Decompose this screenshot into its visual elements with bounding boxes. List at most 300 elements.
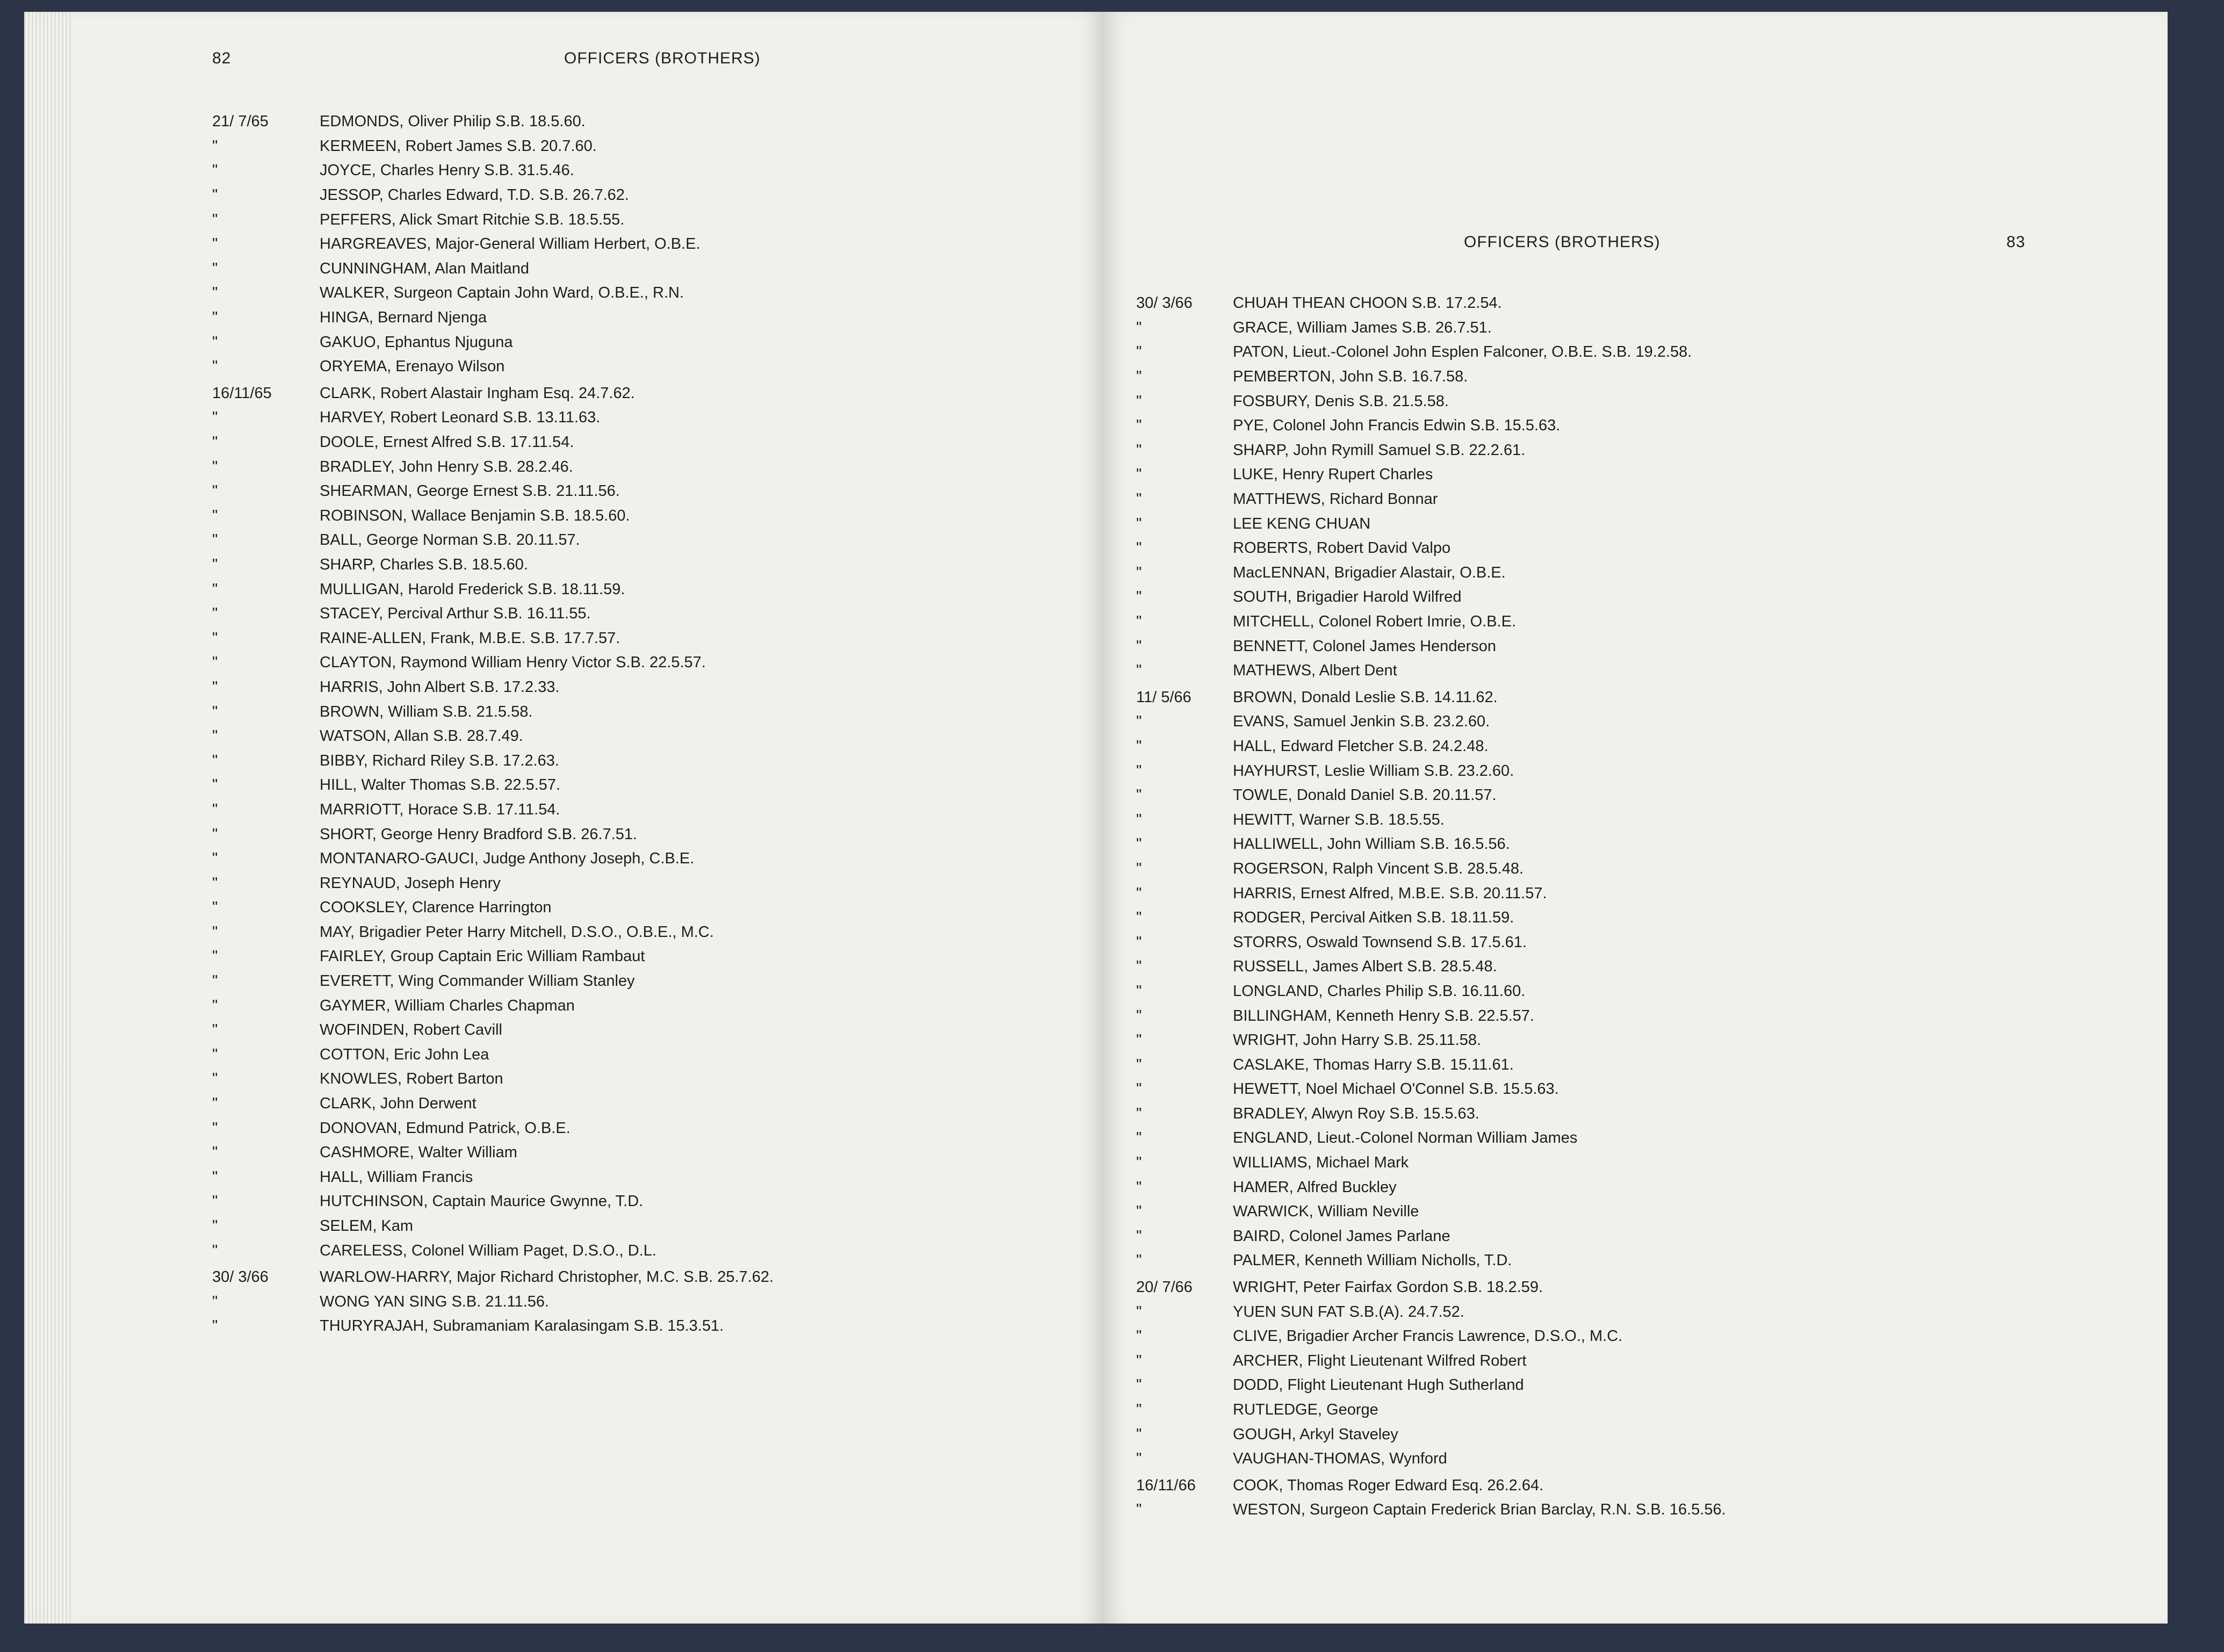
- list-item: [1120, 930, 1726, 955]
- entry-date: ": [212, 162, 218, 179]
- entry-text: KNOWLES, Robert Barton: [320, 1070, 503, 1088]
- entry-text: RAINE-ALLEN, Frank, M.B.E. S.B. 17.7.57.: [320, 629, 620, 647]
- entry-date: ": [212, 825, 218, 843]
- list-item: [191, 920, 774, 945]
- list-item: [191, 455, 774, 479]
- entry-text: GAYMER, William Charles Chapman: [320, 997, 575, 1014]
- entry-date: ": [212, 605, 218, 623]
- list-item: [191, 158, 774, 183]
- entry-text: BROWN, Donald Leslie S.B. 14.11.62.: [1233, 688, 1498, 706]
- entry-date: ": [212, 580, 218, 598]
- list-item: [191, 430, 774, 455]
- list-item: [191, 944, 774, 969]
- entry-date: ": [212, 629, 218, 647]
- entry-text: BROWN, William S.B. 21.5.58.: [320, 703, 533, 720]
- entry-date: ": [212, 507, 218, 524]
- entry-date: ": [1136, 1450, 1142, 1468]
- list-item: [191, 1141, 774, 1165]
- entry-list: [191, 110, 774, 1339]
- entry-date: ": [1136, 1252, 1142, 1269]
- list-item: [1120, 414, 1726, 438]
- entry-date: 21/ 7/65: [212, 113, 269, 131]
- entry-date: ": [212, 972, 218, 990]
- list-item: [191, 1238, 774, 1263]
- entry-text: WATSON, Allan S.B. 28.7.49.: [320, 727, 523, 745]
- entry-date: ": [212, 1021, 218, 1039]
- entry-date: ": [212, 482, 218, 500]
- entry-date: ": [212, 1070, 218, 1088]
- entry-date: ": [1136, 737, 1142, 755]
- entry-date: 30/ 3/66: [1136, 294, 1193, 312]
- entry-text: BALL, George Norman S.B. 20.11.57.: [320, 531, 580, 549]
- entry-date: ": [1136, 1178, 1142, 1196]
- entry-date: ": [212, 1119, 218, 1137]
- entry-text: LEE KENG CHUAN: [1233, 515, 1371, 532]
- entry-date: ": [1136, 713, 1142, 731]
- entry-text: CARELESS, Colonel William Paget, D.S.O., D.L.: [320, 1242, 656, 1259]
- entry-text: MATHEWS, Albert Dent: [1233, 662, 1397, 680]
- entry-text: GOUGH, Arkyl Staveley: [1233, 1425, 1398, 1443]
- list-item: [191, 675, 774, 700]
- entry-date: ": [1136, 392, 1142, 410]
- entry-text: TOWLE, Donald Daniel S.B. 20.11.57.: [1233, 787, 1497, 804]
- entry-text: CLIVE, Brigadier Archer Francis Lawrence, D.S.O., M.C.: [1233, 1328, 1623, 1345]
- entry-text: STACEY, Percival Arthur S.B. 16.11.55.: [320, 605, 591, 623]
- entry-date: ": [1136, 515, 1142, 532]
- entry-text: SELEM, Kam: [320, 1217, 414, 1235]
- entry-date: ": [1136, 441, 1142, 459]
- entry-text: WILLIAMS, Michael Mark: [1233, 1154, 1409, 1172]
- entry-date: ": [1136, 762, 1142, 780]
- entry-date: ": [1136, 1376, 1142, 1394]
- entry-text: PEMBERTON, John S.B. 16.7.58.: [1233, 368, 1468, 386]
- entry-date: ": [1136, 1203, 1142, 1221]
- entry-date: ": [212, 137, 218, 155]
- entry-date: ": [212, 259, 218, 277]
- list-item: [1120, 1151, 1726, 1175]
- running-head: OFFICERS (BROTHERS): [564, 49, 761, 67]
- entry-date: ": [212, 434, 218, 451]
- entry-date: ": [212, 531, 218, 549]
- entry-date: ": [1136, 1105, 1142, 1122]
- entry-text: BILLINGHAM, Kenneth Henry S.B. 22.5.57.: [1233, 1007, 1534, 1025]
- list-item: [191, 871, 774, 896]
- entry-text: KERMEEN, Robert James S.B. 20.7.60.: [320, 137, 597, 155]
- list-item: [191, 1290, 774, 1315]
- entry-text: RUSSELL, James Albert S.B. 28.5.48.: [1233, 958, 1497, 976]
- entry-date: ": [1136, 1328, 1142, 1345]
- entry-text: HARVEY, Robert Leonard S.B. 13.11.63.: [320, 409, 601, 427]
- list-item: [1120, 1077, 1726, 1102]
- entry-text: SHORT, George Henry Bradford S.B. 26.7.51.: [320, 825, 638, 843]
- list-item: [1120, 561, 1726, 586]
- entry-text: BRADLEY, Alwyn Roy S.B. 15.5.63.: [1233, 1105, 1479, 1122]
- list-item: [191, 1092, 774, 1116]
- entry-text: CASHMORE, Walter William: [320, 1144, 517, 1162]
- list-item: [191, 528, 774, 553]
- list-item: [191, 773, 774, 798]
- list-item: [191, 1116, 774, 1141]
- entry-text: CUNNINGHAM, Alan Maitland: [320, 259, 529, 277]
- list-item: [1120, 1498, 1726, 1523]
- entry-text: WARLOW-HARRY, Major Richard Christopher, M.C. S.B. 25.7.62.: [320, 1268, 774, 1286]
- entry-date: ": [212, 1242, 218, 1259]
- entry-date: ": [1136, 1303, 1142, 1321]
- entry-date: ": [212, 556, 218, 573]
- list-item: [191, 822, 774, 847]
- entry-date: ": [1136, 933, 1142, 951]
- entry-date: ": [1136, 466, 1142, 484]
- entry-date: ": [212, 948, 218, 965]
- entry-text: DOOLE, Ernest Alfred S.B. 17.11.54.: [320, 434, 574, 451]
- list-item: [191, 651, 774, 675]
- list-item: [1120, 634, 1726, 659]
- entry-date: ": [212, 997, 218, 1014]
- entry-date: ": [1136, 1352, 1142, 1369]
- list-item: [191, 381, 774, 406]
- entry-text: HARGREAVES, Major-General William Herbert, O.B.E.: [320, 235, 701, 253]
- entry-date: ": [1136, 1056, 1142, 1073]
- entry-text: MULLIGAN, Harold Frederick S.B. 18.11.59.: [320, 580, 625, 598]
- list-item: [1120, 1373, 1726, 1398]
- entry-text: REYNAUD, Joseph Henry: [320, 874, 501, 892]
- entry-date: ": [212, 923, 218, 941]
- entry-date: ": [1136, 787, 1142, 804]
- entry-date: ": [212, 800, 218, 818]
- list-item: [1120, 1126, 1726, 1151]
- entry-date: ": [1136, 613, 1142, 631]
- list-item: [191, 699, 774, 724]
- list-item: [1120, 1324, 1726, 1349]
- list-item: [191, 257, 774, 282]
- entry-text: WRIGHT, John Harry S.B. 25.11.58.: [1233, 1031, 1482, 1049]
- list-item: [1120, 1422, 1726, 1447]
- entry-date: ": [212, 186, 218, 204]
- entry-text: HARRIS, John Albert S.B. 17.2.33.: [320, 678, 560, 696]
- list-item: [1120, 316, 1726, 341]
- list-item: [1120, 906, 1726, 930]
- entry-date: ": [212, 1193, 218, 1210]
- entry-date: ": [212, 850, 218, 868]
- entry-date: ": [212, 458, 218, 475]
- list-item: [191, 724, 774, 749]
- list-item: [191, 847, 774, 871]
- entry-date: ": [212, 874, 218, 892]
- entry-date: ": [1136, 811, 1142, 828]
- entry-date: ": [1136, 1031, 1142, 1049]
- entry-text: HALL, William Francis: [320, 1168, 473, 1186]
- entry-text: GAKUO, Ephantus Njuguna: [320, 333, 513, 351]
- entry-text: BAIRD, Colonel James Parlane: [1233, 1227, 1450, 1245]
- list-item: [1120, 1349, 1726, 1374]
- list-item: [1120, 710, 1726, 734]
- list-item: [1120, 1447, 1726, 1471]
- list-item: [1120, 659, 1726, 683]
- list-item: [191, 1265, 774, 1290]
- entry-text: JESSOP, Charles Edward, T.D. S.B. 26.7.62.: [320, 186, 629, 204]
- entry-text: BIBBY, Richard Riley S.B. 17.2.63.: [320, 752, 559, 769]
- list-item: [191, 798, 774, 823]
- entry-text: MITCHELL, Colonel Robert Imrie, O.B.E.: [1233, 613, 1516, 631]
- entry-text: CASLAKE, Thomas Harry S.B. 15.11.61.: [1233, 1056, 1514, 1073]
- entry-date: ": [1136, 982, 1142, 1000]
- entry-date: ": [1136, 1501, 1142, 1519]
- entry-text: PATON, Lieut.-Colonel John Esplen Falconer, O.B.E. S.B. 19.2.58.: [1233, 343, 1692, 361]
- entry-text: MATTHEWS, Richard Bonnar: [1233, 490, 1438, 508]
- entry-text: ROBINSON, Wallace Benjamin S.B. 18.5.60.: [320, 507, 630, 524]
- entry-date: ": [1136, 343, 1142, 361]
- entry-text: MAY, Brigadier Peter Harry Mitchell, D.S.O., O.B.E., M.C.: [320, 923, 714, 941]
- entry-text: COTTON, Eric John Lea: [320, 1045, 489, 1063]
- left-page: [24, 12, 1104, 1624]
- entry-text: YUEN SUN FAT S.B.(A). 24.7.52.: [1233, 1303, 1464, 1321]
- list-item: [1120, 857, 1726, 882]
- entry-text: EVERETT, Wing Commander William Stanley: [320, 972, 635, 990]
- entry-date: ": [212, 1095, 218, 1113]
- entry-date: 16/11/66: [1136, 1476, 1196, 1494]
- entry-text: DODD, Flight Lieutenant Hugh Sutherland: [1233, 1376, 1524, 1394]
- list-item: [1120, 1249, 1726, 1273]
- entry-text: WARWICK, William Neville: [1233, 1203, 1419, 1221]
- entry-date: ": [212, 1168, 218, 1186]
- list-item: [1120, 807, 1726, 832]
- list-item: [1120, 340, 1726, 365]
- entry-date: ": [1136, 539, 1142, 557]
- entry-date: ": [212, 678, 218, 696]
- entry-text: MARRIOTT, Horace S.B. 17.11.54.: [320, 800, 560, 818]
- list-item: [1120, 1052, 1726, 1077]
- list-item: [1120, 1224, 1726, 1249]
- entry-text: WONG YAN SING S.B. 21.11.56.: [320, 1293, 550, 1310]
- entry-date: ": [1136, 637, 1142, 655]
- list-item: [191, 993, 774, 1018]
- entry-text: PYE, Colonel John Francis Edwin S.B. 15.5.63.: [1233, 417, 1561, 435]
- list-item: [1120, 759, 1726, 783]
- entry-date: ": [212, 333, 218, 351]
- entry-text: HAYHURST, Leslie William S.B. 23.2.60.: [1233, 762, 1514, 780]
- entry-date: ": [1136, 1154, 1142, 1172]
- entry-text: HILL, Walter Thomas S.B. 22.5.57.: [320, 776, 561, 794]
- list-item: [191, 553, 774, 578]
- entry-date: 11/ 5/66: [1136, 688, 1192, 706]
- entry-text: HINGA, Bernard Njenga: [320, 309, 487, 327]
- list-item: [191, 1018, 774, 1043]
- list-item: [191, 969, 774, 994]
- entry-text: BENNETT, Colonel James Henderson: [1233, 637, 1496, 655]
- list-item: [191, 232, 774, 257]
- entry-date: ": [212, 654, 218, 672]
- entry-date: ": [1136, 909, 1142, 927]
- entry-date: ": [1136, 1080, 1142, 1098]
- entry-text: WALKER, Surgeon Captain John Ward, O.B.E., R.N.: [320, 284, 684, 302]
- entry-date: ": [1136, 319, 1142, 336]
- entry-text: FOSBURY, Denis S.B. 21.5.58.: [1233, 392, 1449, 410]
- entry-date: ": [1136, 835, 1142, 853]
- list-item: [1120, 979, 1726, 1004]
- list-item: [1120, 1200, 1726, 1224]
- entry-date: ": [212, 752, 218, 769]
- entry-date: ": [1136, 564, 1142, 581]
- list-item: [1120, 1275, 1726, 1300]
- entry-date: ": [212, 1293, 218, 1310]
- entry-date: ": [212, 409, 218, 427]
- list-item: [191, 183, 774, 208]
- list-item: [1120, 438, 1726, 463]
- list-item: [1120, 1102, 1726, 1127]
- entry-text: ORYEMA, Erenayo Wilson: [320, 358, 505, 376]
- entry-text: SHARP, John Rymill Samuel S.B. 22.2.61.: [1233, 441, 1526, 459]
- entry-text: JOYCE, Charles Henry S.B. 31.5.46.: [320, 162, 574, 179]
- entry-text: SHARP, Charles S.B. 18.5.60.: [320, 556, 528, 573]
- list-item: [1120, 487, 1726, 512]
- entry-text: WOFINDEN, Robert Cavill: [320, 1021, 502, 1039]
- page-edge-stack: [24, 12, 73, 1624]
- list-item: [191, 626, 774, 651]
- entry-date: ": [1136, 884, 1142, 902]
- list-item: [1120, 463, 1726, 487]
- entry-text: DONOVAN, Edmund Patrick, O.B.E.: [320, 1119, 571, 1137]
- entry-date: ": [212, 899, 218, 917]
- entry-date: ": [212, 703, 218, 720]
- entry-date: ": [1136, 588, 1142, 606]
- entry-text: HALLIWELL, John William S.B. 16.5.56.: [1233, 835, 1510, 853]
- entry-date: ": [1136, 1129, 1142, 1147]
- entry-date: ": [1136, 368, 1142, 386]
- list-item: [191, 406, 774, 430]
- entry-text: BRADLEY, John Henry S.B. 28.2.46.: [320, 458, 573, 475]
- entry-text: CLARK, John Derwent: [320, 1095, 476, 1113]
- list-item: [191, 748, 774, 773]
- entry-text: RUTLEDGE, George: [1233, 1401, 1378, 1419]
- entry-text: PEFFERS, Alick Smart Ritchie S.B. 18.5.55.: [320, 211, 625, 228]
- list-item: [191, 1314, 774, 1339]
- entry-date: 16/11/65: [212, 384, 272, 402]
- entry-date: ": [212, 211, 218, 228]
- entry-text: LONGLAND, Charles Philip S.B. 16.11.60.: [1233, 982, 1526, 1000]
- list-item: [191, 479, 774, 504]
- entry-text: PALMER, Kenneth William Nicholls, T.D.: [1233, 1252, 1512, 1269]
- list-item: [191, 1165, 774, 1190]
- entry-text: EDMONDS, Oliver Philip S.B. 18.5.60.: [320, 113, 586, 131]
- entry-text: CLAYTON, Raymond William Henry Victor S.B. 22.5.57.: [320, 654, 706, 672]
- entry-date: 30/ 3/66: [212, 1268, 269, 1286]
- list-item: [191, 355, 774, 379]
- entry-text: ENGLAND, Lieut.-Colonel Norman William James: [1233, 1129, 1578, 1147]
- entry-text: COOKSLEY, Clarence Harrington: [320, 899, 552, 917]
- list-item: [191, 504, 774, 529]
- entry-date: ": [1136, 1227, 1142, 1245]
- entry-text: HAMER, Alfred Buckley: [1233, 1178, 1397, 1196]
- entry-date: ": [212, 1317, 218, 1335]
- list-item: [191, 207, 774, 232]
- entry-date: ": [1136, 417, 1142, 435]
- list-item: [1120, 1398, 1726, 1423]
- page-number: 82: [212, 49, 232, 67]
- list-item: [1120, 1004, 1726, 1028]
- list-item: [1120, 686, 1726, 710]
- entry-text: MacLENNAN, Brigadier Alastair, O.B.E.: [1233, 564, 1506, 581]
- entry-text: LUKE, Henry Rupert Charles: [1233, 466, 1433, 484]
- entry-text: ROGERSON, Ralph Vincent S.B. 28.5.48.: [1233, 860, 1524, 877]
- entry-text: FAIRLEY, Group Captain Eric William Rambaut: [320, 948, 645, 965]
- list-item: [191, 896, 774, 920]
- entry-list: [1120, 291, 1726, 1523]
- entry-date: ": [212, 1144, 218, 1162]
- entry-text: HUTCHINSON, Captain Maurice Gwynne, T.D.: [320, 1193, 644, 1210]
- entry-text: ROBERTS, Robert David Valpo: [1233, 539, 1451, 557]
- entry-date: ": [1136, 860, 1142, 877]
- entry-text: EVANS, Samuel Jenkin S.B. 23.2.60.: [1233, 713, 1490, 731]
- list-item: [191, 1189, 774, 1214]
- list-item: [1120, 955, 1726, 979]
- entry-date: ": [212, 727, 218, 745]
- entry-text: RODGER, Percival Aitken S.B. 18.11.59.: [1233, 909, 1514, 927]
- entry-date: ": [1136, 1007, 1142, 1025]
- list-item: [1120, 1300, 1726, 1324]
- entry-date: ": [212, 1045, 218, 1063]
- list-item: [191, 1214, 774, 1239]
- entry-text: ARCHER, Flight Lieutenant Wilfred Robert: [1233, 1352, 1527, 1369]
- entry-date: ": [1136, 1425, 1142, 1443]
- entry-text: HEWETT, Noel Michael O'Connel S.B. 15.5.63.: [1233, 1080, 1559, 1098]
- entry-text: HALL, Edward Fletcher S.B. 24.2.48.: [1233, 737, 1489, 755]
- entry-text: COOK, Thomas Roger Edward Esq. 26.2.64.: [1233, 1476, 1544, 1494]
- list-item: [1120, 585, 1726, 610]
- list-item: [191, 602, 774, 626]
- entry-text: GRACE, William James S.B. 26.7.51.: [1233, 319, 1492, 336]
- entry-text: STORRS, Oswald Townsend S.B. 17.5.61.: [1233, 933, 1527, 951]
- list-item: [1120, 1028, 1726, 1053]
- list-item: [1120, 881, 1726, 906]
- entry-date: ": [212, 1217, 218, 1235]
- entry-text: WESTON, Surgeon Captain Frederick Brian Barclay, R.N. S.B. 16.5.56.: [1233, 1501, 1726, 1519]
- list-item: [1120, 610, 1726, 634]
- list-item: [191, 110, 774, 134]
- list-item: [1120, 1175, 1726, 1200]
- entry-text: MONTANARO-GAUCI, Judge Anthony Joseph, C.B.E.: [320, 850, 695, 868]
- entry-date: ": [212, 284, 218, 302]
- list-item: [1120, 536, 1726, 561]
- entry-text: HARRIS, Ernest Alfred, M.B.E. S.B. 20.11.57.: [1233, 884, 1547, 902]
- list-item: [1120, 783, 1726, 808]
- list-item: [1120, 734, 1726, 759]
- list-item: [191, 306, 774, 330]
- entry-text: SOUTH, Brigadier Harold Wilfred: [1233, 588, 1462, 606]
- entry-date: ": [1136, 490, 1142, 508]
- list-item: [1120, 832, 1726, 857]
- list-item: [1120, 389, 1726, 414]
- entry-date: ": [1136, 1401, 1142, 1419]
- entry-text: THURYRAJAH, Subramaniam Karalasingam S.B. 15.3.51.: [320, 1317, 724, 1335]
- entry-date: ": [212, 358, 218, 376]
- list-item: [191, 577, 774, 602]
- entry-text: SHEARMAN, George Ernest S.B. 21.11.56.: [320, 482, 620, 500]
- list-item: [1120, 365, 1726, 389]
- list-item: [1120, 1474, 1726, 1498]
- list-item: [1120, 511, 1726, 536]
- entry-text: CHUAH THEAN CHOON S.B. 17.2.54.: [1233, 294, 1502, 312]
- entry-text: HEWITT, Warner S.B. 18.5.55.: [1233, 811, 1445, 828]
- entry-text: CLARK, Robert Alastair Ingham Esq. 24.7.62.: [320, 384, 635, 402]
- entry-date: ": [212, 309, 218, 327]
- list-item: [191, 1067, 774, 1092]
- right-page: [1104, 12, 2168, 1624]
- list-item: [191, 281, 774, 306]
- entry-date: ": [212, 776, 218, 794]
- entry-date: ": [1136, 662, 1142, 680]
- list-item: [191, 330, 774, 355]
- entry-text: VAUGHAN-THOMAS, Wynford: [1233, 1450, 1447, 1468]
